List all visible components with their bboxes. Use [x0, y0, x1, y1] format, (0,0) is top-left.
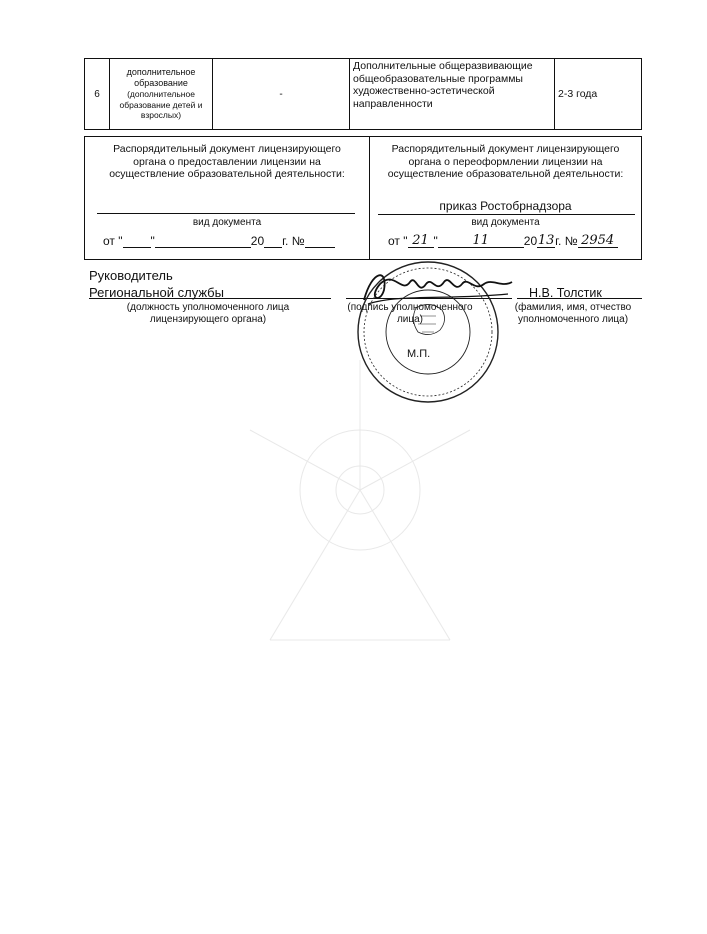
number-label: №	[564, 234, 578, 248]
term-cell: 2-3 года	[555, 59, 642, 130]
quote-open: "	[403, 234, 408, 248]
table-row	[85, 59, 642, 130]
quote-open: "	[118, 234, 123, 248]
signature-caption: (подпись уполномоченного лица)	[347, 302, 473, 325]
position-caption: (должность уполномоченного лица лицензирующего органа)	[126, 302, 290, 325]
reissue-doc-type-caption: вид документа	[471, 217, 540, 228]
reissue-doc-type-value: приказ Ростобрнадзора	[439, 199, 572, 213]
name-caption: (фамилия, имя, отчество уполномоченного лица)	[514, 302, 632, 325]
education-type-cell	[110, 59, 213, 130]
month-field: 11	[438, 233, 524, 248]
license-grant-document	[85, 137, 369, 259]
license-reissue-document	[370, 137, 641, 259]
position-line	[89, 298, 331, 299]
stamp-place-label: М.П.	[407, 348, 431, 360]
program-table	[84, 58, 642, 130]
reissue-doc-type-line	[378, 214, 635, 215]
grant-doc-type-caption: вид документа	[192, 217, 262, 228]
year-unit: г.	[282, 234, 289, 248]
education-type: дополнительное образование	[126, 67, 196, 89]
reissue-heading: Распорядительный документ лицензирующего органа о переоформлении лицензии на осуществление образовательной деятельности:	[387, 143, 624, 180]
year-suffix-field: 13	[537, 233, 555, 248]
year-prefix: 20	[523, 234, 538, 248]
number-field	[305, 233, 335, 248]
grant-date-row	[103, 233, 335, 248]
quote-close: "	[433, 234, 438, 248]
number-field: 2954	[578, 233, 618, 248]
year-prefix: 20	[250, 234, 265, 248]
row-number: 6	[85, 59, 110, 130]
position-line-1: Руководитель	[89, 268, 173, 283]
order-documents-block	[84, 136, 642, 260]
number-label: №	[291, 234, 305, 248]
grant-doc-type-line	[97, 213, 355, 214]
handwritten-signature	[358, 264, 518, 310]
program-cell: Дополнительные общеразвивающие общеобразовательные программы художественно-эстетической направленности	[350, 59, 555, 130]
grant-heading: Распорядительный документ лицензирующего органа о предоставлении лицензии на осуществление образовательной деятельности:	[109, 143, 345, 180]
position-line-2: Региональной службы	[89, 285, 224, 300]
from-label: от	[388, 234, 400, 248]
day-field: 21	[408, 233, 434, 248]
reissue-date-row	[388, 233, 618, 248]
year-unit: г.	[555, 234, 562, 248]
education-subtype: (дополнительное образование детей и взрослых)	[119, 89, 203, 121]
from-label: от	[103, 234, 115, 248]
year-suffix-field	[264, 233, 282, 248]
month-field	[155, 233, 251, 248]
quote-close: "	[150, 234, 155, 248]
specialty-cell: -	[213, 59, 350, 130]
official-name: Н.В. Толстик	[529, 286, 602, 300]
day-field	[123, 233, 151, 248]
